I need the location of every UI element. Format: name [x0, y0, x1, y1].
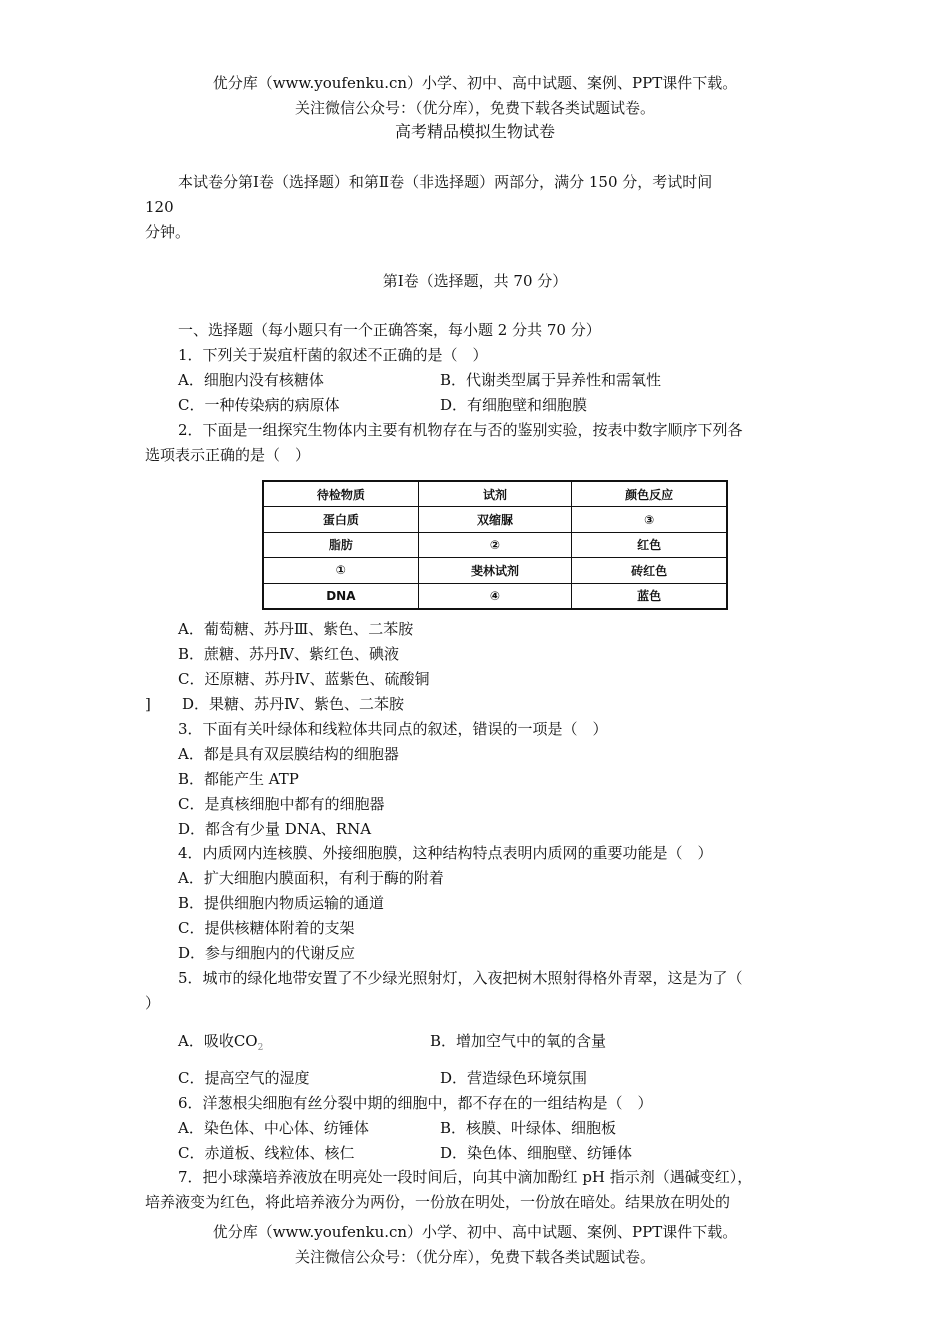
question-stem-line-1: 5．城市的绿化地带安置了不少绿光照射灯，入夜把树木照射得格外青翠，这是为了（ — [178, 969, 743, 987]
option-c: C．赤道板、线粒体、核仁 — [178, 1144, 355, 1162]
table-row — [263, 532, 727, 557]
table-cell: 双缩脲 — [418, 507, 572, 532]
question-stem: 3．下面有关叶绿体和线粒体共同点的叙述，错误的一项是（ ） — [178, 720, 608, 738]
question-stem-line-2: 培养液变为红色，将此培养液分为两份，一份放在明处，一份放在暗处。结果放在明处的 — [145, 1193, 731, 1211]
stray-bracket: ] — [145, 695, 151, 713]
question-stem-line-2: 选项表示正确的是（ ） — [145, 446, 311, 464]
option-c: C．提高空气的湿度 — [178, 1069, 310, 1087]
table-header-cell: 试剂 — [418, 481, 572, 507]
option-c: C．一种传染病的病原体 — [178, 396, 340, 414]
option-d: D．都含有少量 DNA、RNA — [178, 820, 372, 838]
table-cell: 斐林试剂 — [418, 558, 572, 583]
intro-line-1: 本试卷分第Ⅰ卷（选择题）和第Ⅱ卷（非选择题）两部分，满分 150 分，考试时间 — [178, 173, 713, 191]
question-stem-line-1: 7．把小球藻培养液放在明亮处一段时间后，向其中滴加酚红 pH 指示剂（遇碱变红）， — [178, 1168, 753, 1186]
option-d: D．有细胞壁和细胞膜 — [440, 396, 588, 414]
table-cell: 蓝色 — [572, 583, 727, 609]
table-cell: ① — [263, 558, 418, 583]
table-row — [263, 583, 727, 609]
table-cell: DNA — [263, 583, 418, 609]
table-row — [263, 507, 727, 532]
option-a: A．细胞内没有核糖体 — [178, 371, 324, 389]
table-cell: ② — [418, 532, 572, 557]
section-title: 第Ⅰ卷（选择题，共 70 分） — [382, 272, 568, 290]
table-cell: 蛋白质 — [263, 507, 418, 532]
header-line-2: 关注微信公众号：（优分库），免费下载各类试题试卷。 — [294, 99, 655, 117]
subscript: 2 — [257, 1043, 264, 1053]
intro-line-2: 120 — [145, 198, 174, 216]
option-b: B．代谢类型属于异养性和需氧性 — [440, 371, 662, 389]
option-c: C．是真核细胞中都有的细胞器 — [178, 795, 385, 813]
option-a: A．葡萄糖、苏丹Ⅲ、紫色、二苯胺 — [178, 620, 414, 638]
option-b: B．提供细胞内物质运输的通道 — [178, 894, 385, 912]
question-stem-line-1: 2．下面是一组探究生物体内主要有机物存在与否的鉴别实验，按表中数字顺序下列各 — [178, 421, 743, 439]
option-a-text: A．吸收CO — [178, 1032, 258, 1050]
question-stem: 4．内质网内连核膜、外接细胞膜，这种结构特点表明内质网的重要功能是（ ） — [178, 844, 713, 862]
option-b: B．增加空气中的氧的含量 — [430, 1032, 607, 1050]
option-a — [178, 1031, 263, 1058]
option-c: C．还原糖、苏丹Ⅳ、蓝紫色、硫酸铜 — [178, 670, 430, 688]
option-b: B．核膜、叶绿体、细胞板 — [440, 1119, 617, 1137]
option-a: A．染色体、中心体、纺锤体 — [178, 1119, 369, 1137]
option-d: D．营造绿色环境氛围 — [440, 1069, 588, 1087]
option-d: D．染色体、细胞壁、纺锤体 — [440, 1144, 633, 1162]
footer-line-2: 关注微信公众号：（优分库），免费下载各类试题试卷。 — [294, 1248, 655, 1266]
table-cell: 砖红色 — [572, 558, 727, 583]
table-cell: ③ — [572, 507, 727, 532]
table-row — [263, 558, 727, 583]
option-c: C．提供核糖体附着的支架 — [178, 919, 355, 937]
table-cell: 脂肪 — [263, 532, 418, 557]
option-d: D．果糖、苏丹Ⅳ、紫色、二苯胺 — [182, 695, 405, 713]
document-title: 高考精品模拟生物试卷 — [394, 122, 555, 141]
header-line-1: 优分库（www.youfenku.cn）小学、初中、高中试题、案例、PPT课件下载。 — [212, 74, 738, 92]
footer-line-1: 优分库（www.youfenku.cn）小学、初中、高中试题、案例、PPT课件下载。 — [212, 1223, 738, 1241]
table-header-cell: 待检物质 — [263, 481, 418, 507]
option-b: B．都能产生 ATP — [178, 770, 299, 788]
table-header-cell: 颜色反应 — [572, 481, 727, 507]
option-d: D．参与细胞内的代谢反应 — [178, 944, 356, 962]
question-stem-line-2: ） — [145, 994, 161, 1012]
part-heading: 一、选择题（每小题只有一个正确答案，每小题 2 分共 70 分） — [178, 321, 601, 339]
option-a: A．都是具有双层膜结构的细胞器 — [178, 745, 399, 763]
option-b: B．蔗糖、苏丹Ⅳ、紫红色、碘液 — [178, 645, 400, 663]
question-stem: 6．洋葱根尖细胞有丝分裂中期的细胞中，都不存在的一组结构是（ ） — [178, 1094, 653, 1112]
table-cell: ④ — [418, 583, 572, 609]
option-a: A．扩大细胞内膜面积，有利于酶的附着 — [178, 869, 444, 887]
intro-line-3: 分钟。 — [145, 223, 191, 241]
table-header-row — [263, 481, 727, 507]
question-stem: 1．下列关于炭疽杆菌的叙述不正确的是（ ） — [178, 346, 488, 364]
reagent-table — [262, 480, 728, 610]
table-cell: 红色 — [572, 532, 727, 557]
